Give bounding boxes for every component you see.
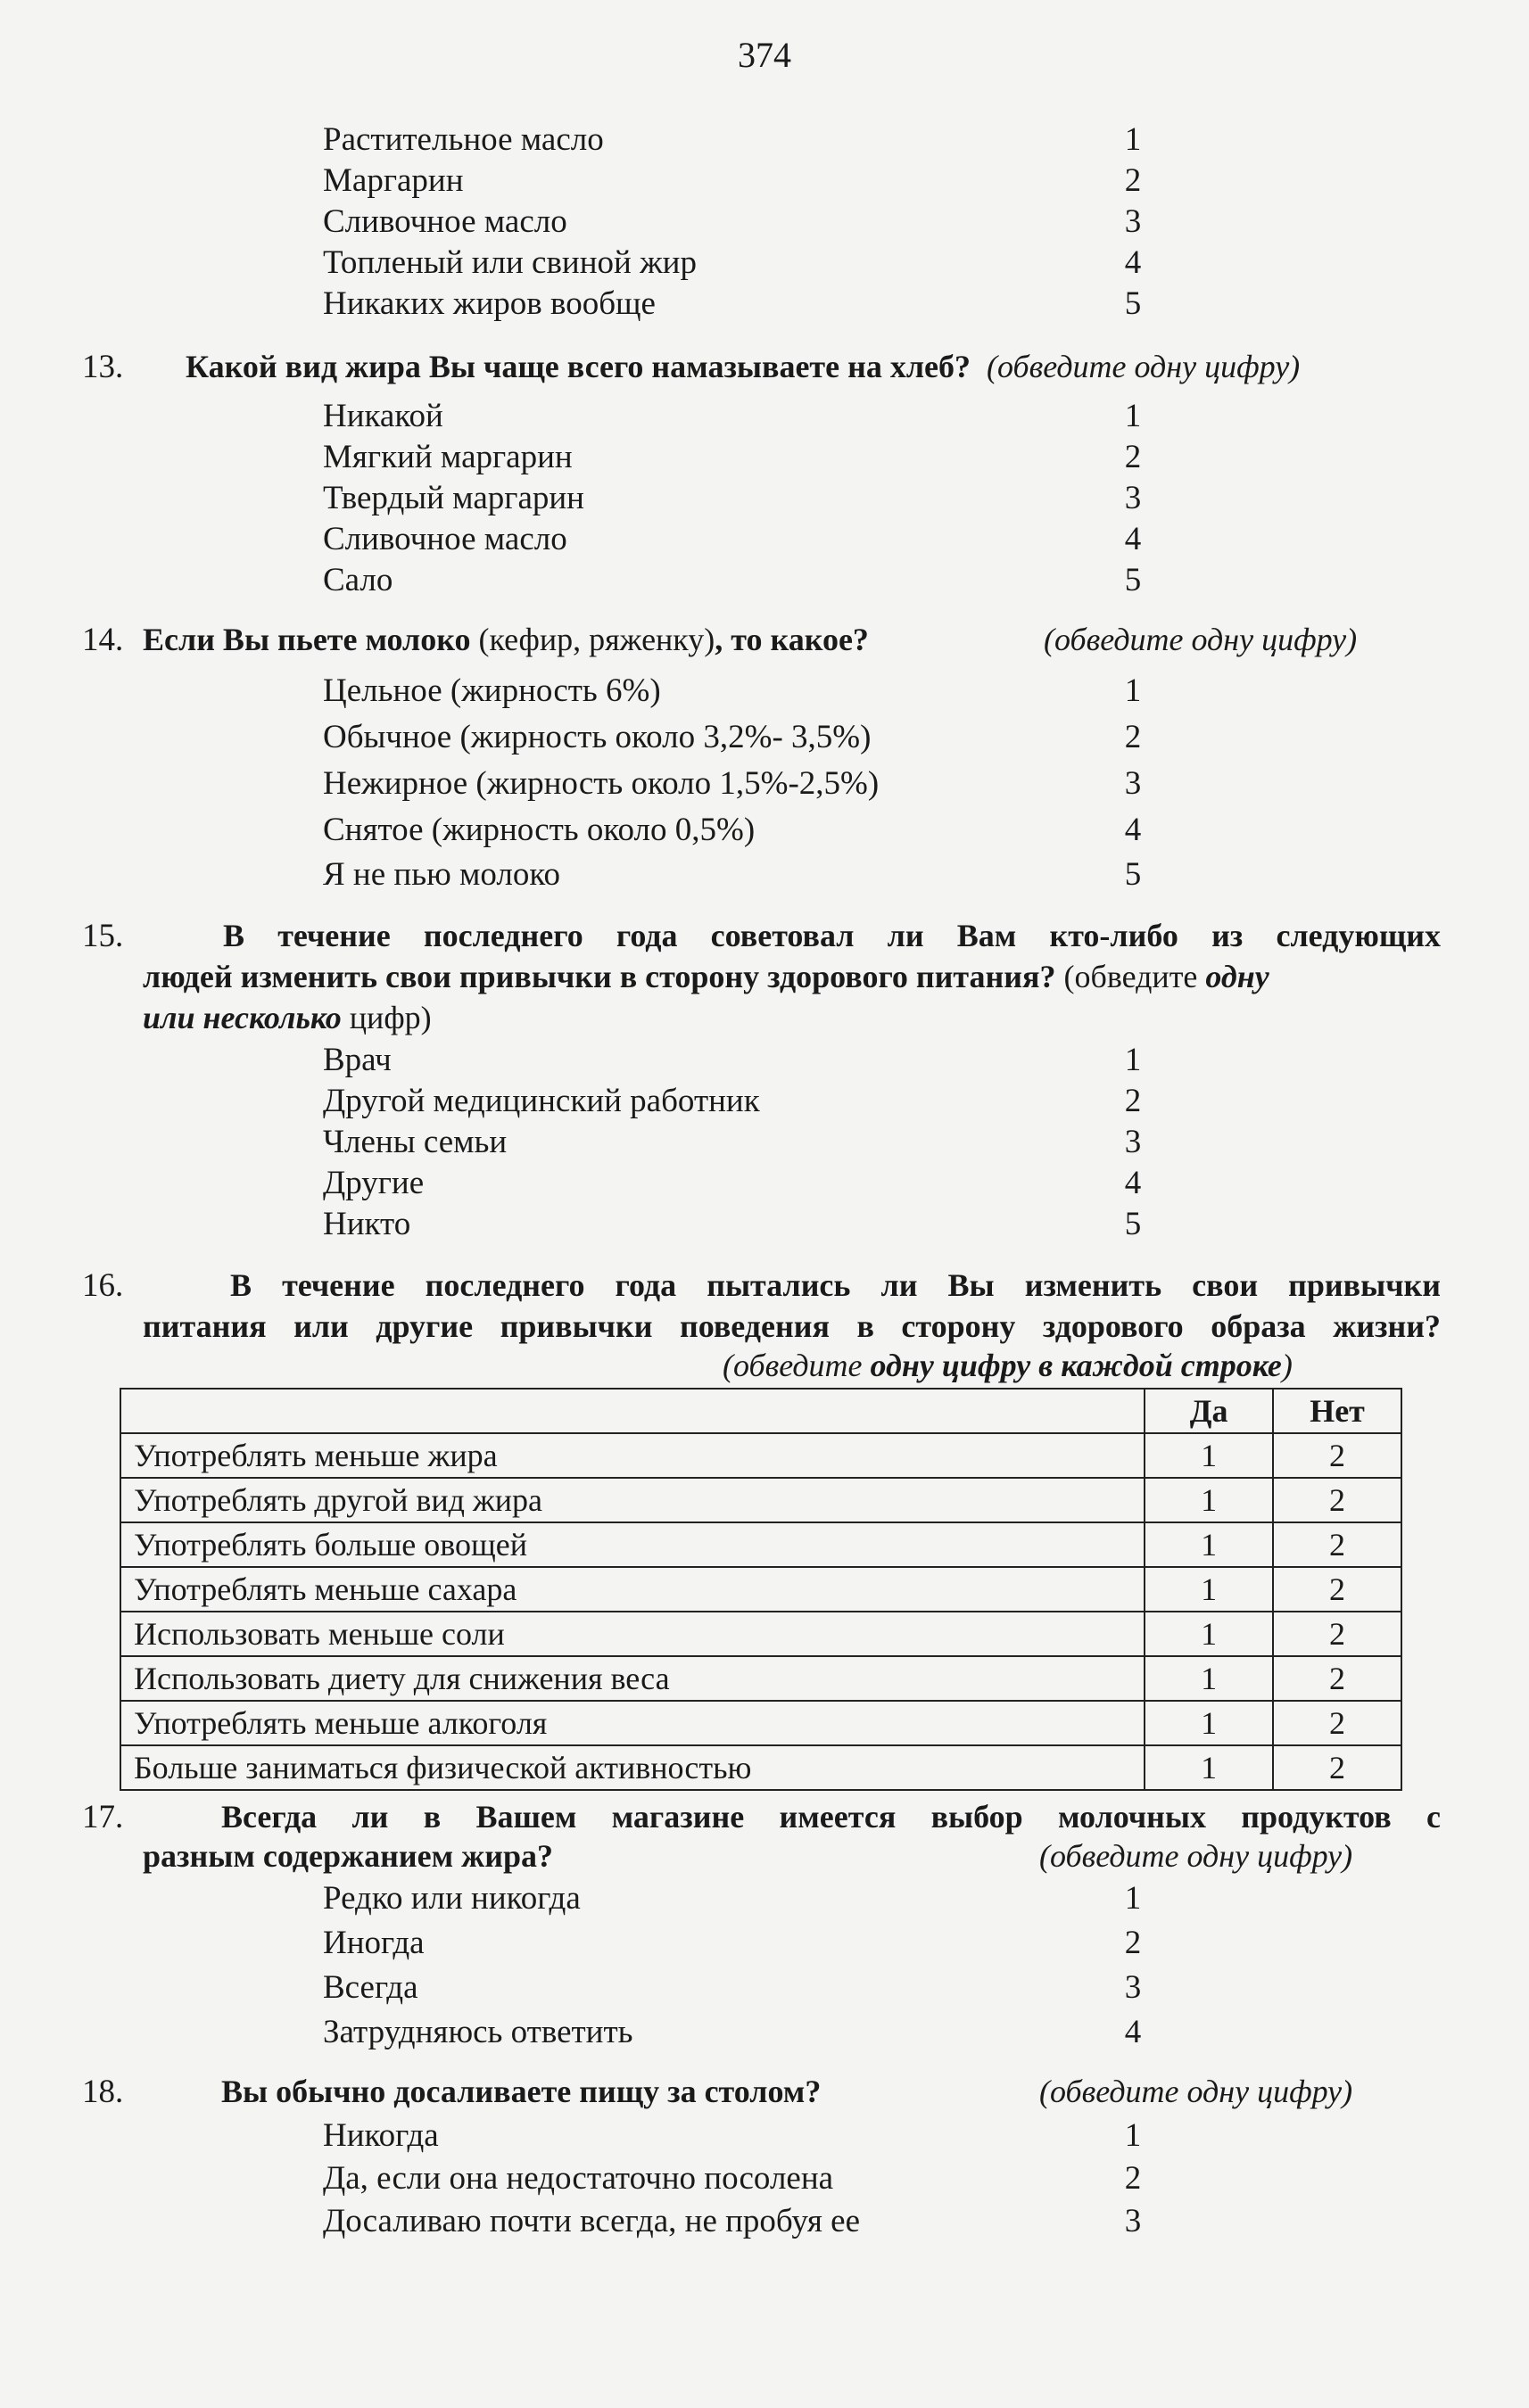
option-value: 3 <box>1124 765 1142 802</box>
question-text: В течение последнего года пытались ли Вы изменить свои привычки <box>230 1267 1441 1303</box>
table-row <box>120 1478 1401 1522</box>
question-instruction: ) <box>1281 1348 1293 1383</box>
option-value: 1 <box>1124 398 1142 434</box>
question-number: 17. <box>82 1799 124 1835</box>
yes-cell: 1 <box>1145 1433 1273 1478</box>
question-instruction: (обведите одну цифру) <box>1039 1838 1353 1874</box>
question-instruction: одну <box>1205 959 1269 994</box>
question-instruction: или несколько <box>143 1000 342 1035</box>
no-cell: 2 <box>1273 1745 1401 1790</box>
option-label: Растительное масло <box>323 121 604 158</box>
option-row <box>323 810 1142 851</box>
habits-table <box>120 1388 1402 1791</box>
option-value: 3 <box>1124 2203 1142 2239</box>
question-text: В течение последнего года советовал ли Вам кто-либо из следующих <box>223 918 1441 953</box>
option-row <box>323 717 1142 758</box>
table-row <box>120 1567 1401 1612</box>
option-label: Снятое (жирность около 0,5%) <box>323 812 756 848</box>
column-header-yes: Да <box>1145 1389 1273 1433</box>
question-text: людей изменить свои привычки в сторону здорового питания? <box>143 959 1056 994</box>
table-row <box>120 1701 1401 1745</box>
option-value: 1 <box>1124 1042 1142 1078</box>
option-row <box>323 1967 1142 2008</box>
table-row <box>120 1522 1401 1567</box>
option-label: Никакой <box>323 398 443 434</box>
option-row <box>323 1878 1142 1919</box>
yes-cell: 1 <box>1145 1656 1273 1701</box>
row-label: Использовать диету для снижения веса <box>120 1656 1145 1701</box>
option-value: 2 <box>1124 719 1142 755</box>
option-label: Твердый маргарин <box>323 480 584 516</box>
option-row <box>323 396 1142 437</box>
option-label: Нежирное (жирность около 1,5%-2,5%) <box>323 765 880 802</box>
no-cell: 2 <box>1273 1478 1401 1522</box>
option-label: Другие <box>323 1165 425 1201</box>
question-text-line <box>223 917 1441 954</box>
option-row <box>323 243 1142 284</box>
option-label: Никогда <box>323 2117 439 2154</box>
yes-cell: 1 <box>1145 1522 1273 1567</box>
page-number: 374 <box>738 35 791 75</box>
option-row <box>323 763 1142 804</box>
yes-cell: 1 <box>1145 1745 1273 1790</box>
table-row <box>120 1612 1401 1656</box>
option-row <box>323 2115 1142 2156</box>
option-label: Досаливаю почти всегда, не пробуя ее <box>323 2203 861 2239</box>
row-label: Использовать меньше соли <box>120 1612 1145 1656</box>
option-row <box>323 202 1142 243</box>
option-row <box>323 671 1142 712</box>
question-number: 15. <box>82 918 124 954</box>
question-text-line <box>186 348 1434 385</box>
option-label: Редко или никогда <box>323 1880 581 1917</box>
option-value: 5 <box>1124 1206 1142 1242</box>
question-instruction: одну цифру в каждой строке <box>870 1348 1282 1383</box>
option-row <box>323 2158 1142 2199</box>
yes-cell: 1 <box>1145 1567 1273 1612</box>
question-text-line <box>221 1798 1441 1835</box>
yes-cell: 1 <box>1145 1612 1273 1656</box>
question-text-part: Если Вы пьете молоко <box>143 622 471 657</box>
option-row <box>323 478 1142 519</box>
question-text-line <box>143 621 1436 658</box>
option-value: 4 <box>1124 2014 1142 2050</box>
yes-cell: 1 <box>1145 1478 1273 1522</box>
option-row <box>323 1163 1142 1204</box>
option-value: 2 <box>1124 162 1142 199</box>
question-number: 13. <box>82 349 124 385</box>
option-value: 3 <box>1124 480 1142 516</box>
option-value: 2 <box>1124 1925 1142 1961</box>
table-row <box>120 1745 1401 1790</box>
option-row <box>323 284 1142 325</box>
no-cell: 2 <box>1273 1612 1401 1656</box>
option-value: 3 <box>1124 1124 1142 1160</box>
no-cell: 2 <box>1273 1701 1401 1745</box>
question-instruction: (обведите одну цифру) <box>987 349 1301 384</box>
option-label: Сливочное масло <box>323 521 567 557</box>
option-row <box>323 1122 1142 1163</box>
option-value: 4 <box>1124 1165 1142 1201</box>
no-cell: 2 <box>1273 1522 1401 1567</box>
question-text-part: (кефир, ряженку) <box>470 622 715 657</box>
option-label: Сало <box>323 562 393 598</box>
option-value: 5 <box>1124 562 1142 598</box>
option-value: 2 <box>1124 439 1142 475</box>
option-label: Иногда <box>323 1925 425 1961</box>
option-row <box>323 2012 1142 2053</box>
row-label: Употреблять больше овощей <box>120 1522 1145 1567</box>
option-row <box>323 1081 1142 1122</box>
table-row <box>120 1433 1401 1478</box>
question-number: 14. <box>82 622 124 658</box>
option-label: Никто <box>323 1206 411 1242</box>
question-number: 18. <box>82 2074 124 2110</box>
option-label: Я не пью молоко <box>323 856 560 893</box>
no-cell: 2 <box>1273 1567 1401 1612</box>
question-text: Вы обычно досаливаете пищу за столом? <box>221 2074 822 2109</box>
question-text-line <box>221 2073 1441 2110</box>
column-header-no: Нет <box>1273 1389 1401 1433</box>
option-row <box>323 2201 1142 2242</box>
question-instruction: цифр) <box>341 1000 432 1035</box>
table-row <box>120 1656 1401 1701</box>
no-cell: 2 <box>1273 1433 1401 1478</box>
row-label: Употреблять другой вид жира <box>120 1478 1145 1522</box>
option-row <box>323 560 1142 601</box>
no-cell: 2 <box>1273 1656 1401 1701</box>
table-header-row <box>120 1389 1401 1433</box>
option-row <box>323 519 1142 560</box>
option-value: 2 <box>1124 2160 1142 2197</box>
row-label: Употреблять меньше жира <box>120 1433 1145 1478</box>
option-value: 1 <box>1124 1880 1142 1917</box>
option-label: Затрудняюсь ответить <box>323 2014 633 2050</box>
row-label: Употреблять меньше сахара <box>120 1567 1145 1612</box>
question-text-line <box>143 999 1441 1036</box>
option-value: 4 <box>1124 244 1142 281</box>
option-label: Цельное (жирность 6%) <box>323 672 661 709</box>
row-label: Употреблять меньше алкоголя <box>120 1701 1145 1745</box>
option-label: Никаких жиров вообще <box>323 285 656 322</box>
question-number: 16. <box>82 1267 124 1304</box>
question-text: Всегда ли в Вашем магазине имеется выбор молочных продуктов с <box>221 1799 1441 1835</box>
option-label: Топленый или свиной жир <box>323 244 697 281</box>
option-row <box>323 1040 1142 1081</box>
option-value: 4 <box>1124 812 1142 848</box>
question-instruction-line <box>723 1347 1436 1384</box>
option-label: Обычное (жирность около 3,2%- 3,5%) <box>323 719 872 755</box>
question-instruction: (обведите одну цифру) <box>1044 622 1358 657</box>
option-value: 1 <box>1124 2117 1142 2154</box>
question-instruction: (обведите <box>723 1348 871 1383</box>
option-row <box>323 161 1142 202</box>
option-value: 1 <box>1124 121 1142 158</box>
question-text: Какой вид жира Вы чаще всего намазываете на хлеб? <box>186 349 971 384</box>
option-row <box>323 1923 1142 1964</box>
option-label: Члены семьи <box>323 1124 508 1160</box>
question-text-line <box>143 1837 1441 1875</box>
question-instruction: (обведите <box>1055 959 1206 994</box>
question-text-part: , то какое? <box>715 622 869 657</box>
question-text: разным содержанием жира? <box>143 1838 553 1874</box>
option-value: 5 <box>1124 856 1142 893</box>
option-value: 1 <box>1124 672 1142 709</box>
option-value: 3 <box>1124 203 1142 240</box>
question-text-line <box>230 1266 1441 1304</box>
option-value: 4 <box>1124 521 1142 557</box>
option-label: Всегда <box>323 1969 418 2006</box>
row-label: Больше заниматься физической активностью <box>120 1745 1145 1790</box>
option-value: 2 <box>1124 1083 1142 1119</box>
option-label: Врач <box>323 1042 392 1078</box>
question-text: питания или другие привычки поведения в сторону здорового образа жизни? <box>143 1308 1441 1344</box>
option-row <box>323 1204 1142 1245</box>
option-value: 5 <box>1124 285 1142 322</box>
option-value: 3 <box>1124 1969 1142 2006</box>
option-label: Да, если она недостаточно посолена <box>323 2160 834 2197</box>
question-instruction: (обведите одну цифру) <box>1039 2074 1353 2109</box>
yes-cell: 1 <box>1145 1701 1273 1745</box>
option-label: Другой медицинский работник <box>323 1083 760 1119</box>
question-text-line <box>143 958 1441 995</box>
option-row <box>323 437 1142 478</box>
option-label: Мягкий маргарин <box>323 439 573 475</box>
option-row <box>323 854 1142 895</box>
question-text-line <box>143 1307 1441 1345</box>
table-header-empty <box>120 1389 1145 1433</box>
option-label: Сливочное масло <box>323 203 567 240</box>
option-label: Маргарин <box>323 162 464 199</box>
option-row <box>323 120 1142 161</box>
